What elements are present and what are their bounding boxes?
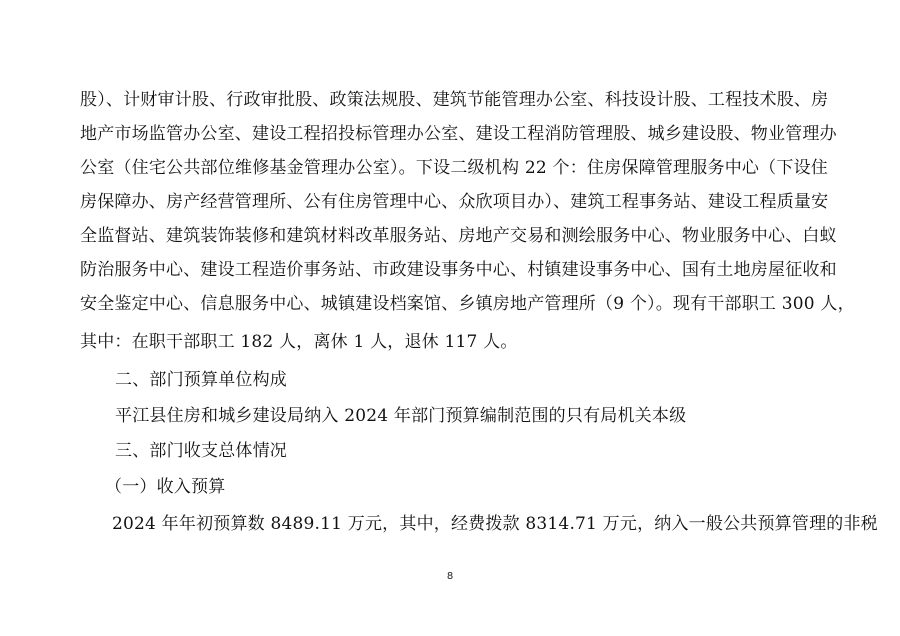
paragraph-line: 安全鉴定中心、信息服务中心、城镇建设档案馆、乡镇房地产管理所（9 个）。现有干部职工 300 人， <box>80 294 855 314</box>
paragraph-line: 地产市场监管办公室、建设工程招投标管理办公室、建设工程消防管理股、城乡建设股、物业管理办 <box>80 124 837 144</box>
page-number: 8 <box>446 571 454 582</box>
paragraph-line: 2024 年年初预算数 8489.11 万元，其中，经费拨款 8314.71 万元，纳入一般公共预算管理的非税 <box>112 514 878 534</box>
paragraph-line: 房保障办、房产经营管理所、公有住房管理中心、众欣项目办）、建筑工程事务站、建设工程质量安 <box>80 192 829 212</box>
paragraph-line: 平江县住房和城乡建设局纳入 2024 年部门预算编制范围的只有局机关本级 <box>115 406 687 426</box>
section-heading: 二、部门预算单位构成 <box>115 370 287 390</box>
subsection-heading: （一）收入预算 <box>105 477 226 497</box>
paragraph-line: 公室（住宅公共部位维修基金管理办公室）。下设二级机构 22 个：住房保障管理服务中心（下设住 <box>80 158 828 178</box>
paragraph-line: 股）、计财审计股、行政审批股、政策法规股、建筑节能管理办公室、科技设计股、工程技术股、房 <box>80 90 829 110</box>
section-heading: 三、部门收支总体情况 <box>115 441 287 461</box>
paragraph-line: 全监督站、建筑装饰装修和建筑材料改革服务站、房地产交易和测绘服务中心、物业服务中心、白蚁 <box>80 226 837 246</box>
paragraph-line: 其中：在职干部职工 182 人，离休 1 人，退休 117 人。 <box>80 332 518 352</box>
paragraph-line: 防治服务中心、建设工程造价事务站、市政建设事务中心、村镇建设事务中心、国有土地房屋征收和 <box>80 260 837 280</box>
